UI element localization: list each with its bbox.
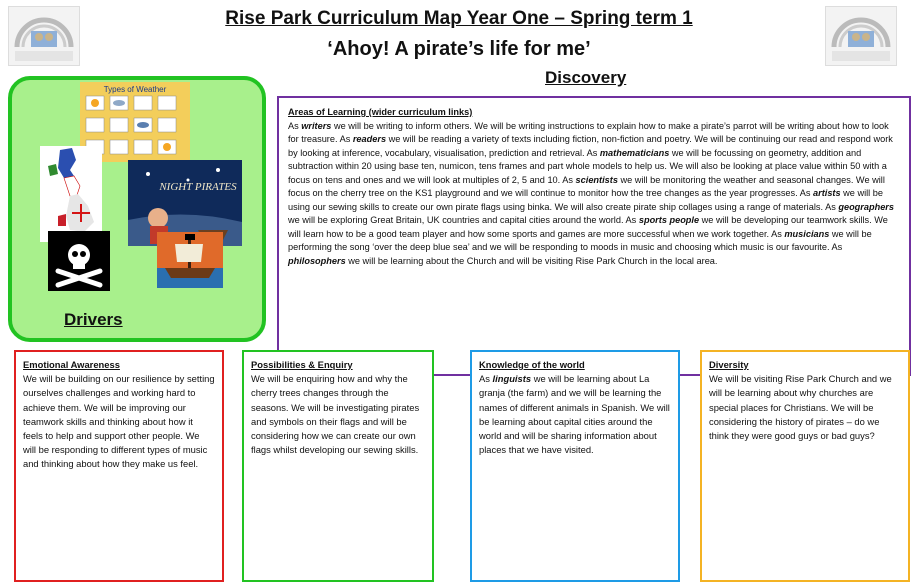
possibilities-enquiry-heading: Possibilities & Enquiry xyxy=(251,359,353,370)
pirate-ship-collage-image xyxy=(157,232,223,288)
knowledge-of-world-text: we will be learning about La granja (the farm) and we will be learning the names of different animals in Spanish. We will be learning about capital cities around the world and will be sharing information about places that we have visited. xyxy=(479,373,670,456)
knowledge-of-world-heading: Knowledge of the world xyxy=(479,359,585,370)
areas-body: As writers we will be writing to inform others. We will be writing instructions to explain how to make a pirate’s parrot will be writing about how to look for treasure. As readers we will be reading a variety of texts including fiction, non-fiction and poetry. We will be continuing our read and respond work by looking at inference, vocabulary, visualisation, prediction and retrieval. As mathematicians we will be focussing on geometry, addition and subtraction within 20 using base ten, numicon, tens frames and part whole models to help us. We will also be looking at place value within 50 with a focus on tens and ones and we will look at multiples of 2, 5 and 10. As scientists we will be monitoring the weather and seasonal changes. We will focus on the cherry tree on the KS1 playground and we will continue to monitor how the tree changes as the year progresses. As artists we will be using our sewing skills to create our own pirate flags using binka. We will also create pirate ship collages using a range of materials. As geographers we will be exploring Great Britain, UK countries and capital cities around the world. As sports people we will be developing our teamwork skills. We will learn how to be a good team player and how some sports and games are more successful when we work together. As musicians we will be performing the song ‘over the deep blue sea’ and we will be responding to moods in music and choosing which music is our favourite. As philosophers we will be learning about the Church and will be visiting Rise Park Church in the local area. xyxy=(288,120,894,266)
knowledge-pre-text: As xyxy=(479,373,493,385)
drivers-label: Drivers xyxy=(64,310,123,329)
emotional-awareness-text: We will be building on our resilience by setting ourselves challenges and working hard to achieve them. We will be improving our teamwork skills and thinking about how it feels to help and support other people. We will be responding to different types of music and thinking about how they make us feel. xyxy=(23,373,215,470)
discovery-heading: Discovery xyxy=(545,68,627,87)
possibilities-enquiry-card xyxy=(242,350,434,582)
page-subtitle: ‘Ahoy! A pirate’s life for me’ xyxy=(327,38,591,60)
diversity-text: We will be visiting Rise Park Church and we will be learning about why churches are special places for Christians. We will be considering the history of pirates – do we think they were good guys or bad guys? xyxy=(709,373,892,442)
areas-of-learning-panel xyxy=(277,96,911,376)
diversity-heading: Diversity xyxy=(709,359,749,370)
weather-poster-title: Types of Weather xyxy=(103,85,167,94)
jolly-roger-flag-image xyxy=(48,231,110,291)
diversity-card xyxy=(700,350,910,582)
knowledge-of-world-card xyxy=(470,350,680,582)
uk-map-image xyxy=(40,146,102,242)
page-title: Rise Park Curriculum Map Year One – Spring term 1 xyxy=(225,8,693,29)
emotional-awareness-heading: Emotional Awareness xyxy=(23,359,120,370)
book-title-text: NIGHT PIRATES xyxy=(159,181,237,193)
possibilities-enquiry-text: We will be enquiring how and why the cherry trees changes through the seasons. We will be investigating pirates and symbols on their flags and will be considering how we can create our own flags whilst developing our sewing skills. xyxy=(251,373,420,456)
areas-heading: Areas of Learning (wider curriculum links) xyxy=(288,107,473,117)
knowledge-emph-text: linguists xyxy=(492,373,532,385)
emotional-awareness-card xyxy=(14,350,224,582)
